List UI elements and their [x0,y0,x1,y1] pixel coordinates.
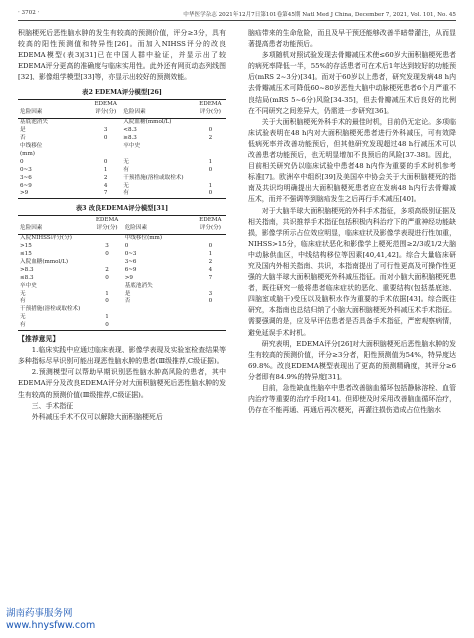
table-cell [195,306,226,314]
table-cell: (mm) [20,150,35,157]
table-cell: 是 [124,290,131,297]
table-cell: 1 [208,250,213,257]
table-cell: 0 [208,190,213,197]
table-row [18,183,226,191]
table-cell: 1 [208,182,213,189]
table-cell: 中线移位(mm) [124,235,163,242]
table-cell: 0~3 [124,250,137,257]
table2-header: 危险因素 [121,100,194,119]
table-cell: 4 [208,266,213,273]
site-url: www.hnysfww.com [6,620,96,631]
table-cell: 2 [103,174,108,181]
left-paragraph: 外科减压手术不仅可以解除大面积脑梗死后 [31,412,163,421]
table-cell: 3 [103,127,108,134]
table-cell [195,283,226,291]
table-cell [121,151,194,159]
table-cell: 否 [20,135,26,142]
table3-body [18,235,226,331]
table2-caption: 表2 EDEMA评分模型[26] [82,89,162,97]
table-cell: 入院NIHSS评分(分) [20,235,72,242]
table-cell: 基底池消失 [20,119,48,126]
table3-header: 危险因素 [18,216,91,235]
modified-edema-table [18,215,226,331]
table-cell: 0 [105,250,109,257]
table-cell: 1 [105,290,109,297]
table-cell: 1 [103,166,108,173]
table-cell: 0 [208,243,213,250]
table-cell: >9 [20,190,29,197]
table-cell: 0 [208,166,213,173]
table-cell: 7 [103,190,108,197]
table-cell: 6~9 [124,266,137,273]
table-row [18,119,226,127]
table-row [18,167,226,175]
table-cell: 卒中史 [20,282,37,289]
recommendation-title: 【推荐意见】 [18,335,60,344]
table-cell [195,175,226,183]
table-cell: 3 [105,243,109,250]
recommendation-item: 2.预测模型可以帮助早期识别恶性脑水肿高风险的患者，其中EDEMA评分及改良EDEMA评分对大面积脑梗死后恶性脑水肿的发生有较高的预测价值(Ⅲ级推荐,C级证据)。 [18,368,226,399]
table-cell: 无 [123,182,129,189]
table-cell: 无 [123,158,129,165]
recommendation-item: 1.临床实践中应通过临床表现、影像学表现及实验室检查结果等多种指标尽早识别可能出现恶性脑水肿的患者(Ⅲ级推荐,C级证据)。 [18,346,226,366]
table-cell [195,322,226,330]
table-cell: >8.3 [20,266,34,273]
right-paragraph: 关于大面积脑梗死外科手术的最佳时机，目前仍无定论。多项临床试验表明在48 h内对大面积脑梗死患者进行外科减压，可有效降低病死率并改善功能预后，但其他研究发现超过48 h行减压术可以改善患者功能预后，也无明显增加不良预后的风险[37-38]。因此，目前相关研究仍以临床试验中患者48 h内作为重要的手术时机参考标准[7]。欧洲卒中组织[39]及美国卒中协会关于大面积脑梗死的指南及共识均明确提出大面积脑梗死患者应在发病48 h内行去骨瓣减压术，而并不强调等到脑疝发生之后再行手术减压[40]。 [248,117,456,204]
table-cell: 中线移位 [20,143,43,149]
table-cell: 3 [208,290,213,297]
table-cell: 入院血糖(mmol/L) [123,119,172,126]
right-column [248,28,456,416]
table-cell: >9 [124,274,133,281]
site-name: 湖南药事服务网 [6,608,73,619]
table-row [18,322,226,330]
table-cell: 有 [123,166,129,173]
watermark-footer [6,608,95,632]
table-row [18,159,226,167]
table3-header: EDEMA评分(分) [195,216,226,235]
table-cell [195,119,226,127]
table-cell [91,259,122,267]
table-cell: ≤8.3 [20,274,34,281]
table-cell: 6~9 [20,182,32,189]
table-row [18,151,226,159]
table-cell: 0 [20,158,24,165]
table-cell [123,306,195,314]
table-cell: 3~6 [20,174,32,181]
table-cell: 0 [208,298,213,305]
table-cell [90,151,121,159]
table-cell [123,322,195,330]
table-cell: 有 [20,322,26,329]
right-paragraph: 研究表明，EDEMA评分[26]对大面积脑梗死后恶性脑水肿的发生有较高的预测价值，评分≥3分者，阳性预测值为54%，特异度达69.8%。改良EDEMA模型表现出了更高的预测精确度，其评分≥6分者即有84.9%的特异度[31]。 [248,339,456,381]
table-cell: 是 [20,127,26,134]
table3-caption: 表3 改良EDEMA评分模型[31] [75,205,169,213]
table-cell: 干预措施(溶栓或取栓术) [123,174,184,181]
table-cell: ≥8.3 [123,135,137,142]
table-row [18,314,226,322]
table2-header: EDEMA评分(分) [195,100,226,119]
table-cell [195,235,226,243]
table-row [18,175,226,183]
table-cell [90,119,121,127]
table-cell: 无 [20,290,26,297]
table-cell: 入院血糖(mmol/L) [20,258,69,265]
table2-body [18,119,226,199]
table-row [18,243,226,251]
section-heading: 三、手术指征 [31,401,74,410]
page-number: · 3702 · [18,10,40,16]
table-row [18,275,226,283]
right-paragraph: 多项随机对照试验发现去骨瓣减压术使≤60岁大面积脑梗死患者的病死率降低一半，55%的存活患者可在术后1年达到较好的功能预后(mRS 2~3分)[34]。而对于60岁以上患者，研究发现发病48 h内去骨瓣减压术可降低60~80岁恶性大脑中动脉梗死患者6个月严重不良结局(mRS 5~6分)风险[34-35]，但去骨瓣减压术后良好的比例在不同研究之间差异大，仍需进一步研究[36]。 [248,51,456,115]
table-cell [91,235,122,243]
table-cell: 否 [124,298,131,305]
table-cell: 7 [208,274,213,281]
left-paragraph: 积脑梗死后恶性脑水肿的发生有较高的预测价值，评分≥3分，具有较高的阳性预测值和特异性[26]。而加入NIHSS评分的改良EDEMA模型(表3)[31]已在中国人群中验证，并显示出了较EDEMA评分更高的准确度与临床实用性。此外还有网页动态列线图[32]、影像组学模型[33]等，亦显示出较好的预测效能。 [18,29,226,82]
journal-header: 中华医学杂志 2021年12月7日第101卷第45期 Natl Med J China, December 7, 2021, Vol. 101, No. 45 [183,12,456,18]
table3-header: EDEMA评分(分) [91,216,122,235]
table-cell: 0 [105,274,109,281]
right-paragraph: 目前，急性缺血性脑卒中患者改善脑血循环包括静脉溶栓、血管内治疗等重要的治疗手段[14]。但即使及时采用改善脑血循环治疗，仍存在不能再通、再通后再次梗死，再灌注损伤造成占位性脑水 [248,384,456,415]
table-cell [195,314,226,322]
left-column [18,28,226,423]
table2-header: 危险因素 [18,100,90,119]
table-cell: 0 [105,322,109,329]
edema-table [18,99,226,199]
table3-header: 危险因素 [123,216,195,235]
table-cell: 0~3 [20,166,32,173]
table-row [18,267,226,275]
table-cell: <8.3 [123,127,137,134]
table-cell: 0 [105,298,109,305]
table-row [18,127,226,135]
table-cell [91,283,122,291]
table-cell: 0 [103,158,108,165]
table-cell: 基底池消失 [124,282,153,289]
table-cell: 有 [20,298,26,305]
table-cell: 干预措施(溶栓或取栓术) [20,306,81,313]
table-row [18,143,226,151]
table-cell: 0 [208,127,213,134]
table-row [18,283,226,291]
table2-header: EDEMA评分(分) [90,100,121,119]
table-cell [195,151,226,159]
header-rule [18,20,456,21]
table-cell [195,143,226,151]
table-cell: 3~6 [124,258,137,265]
table-cell: 2 [105,266,109,273]
table-cell [123,314,195,322]
table-cell: 0 [103,135,108,142]
table-row [18,291,226,299]
table-cell: 1 [105,314,109,321]
table-cell: 0 [124,243,129,250]
table-row [18,251,226,259]
table-cell: 2 [208,135,213,142]
right-paragraph: 对于大脑半球大面积脑梗死的外科手术指征，多项高级别证据及相关指南，共识推荐手术指征包括积极内科治疗下的严重神经功能缺损，影像学所示占位效应明显，临床症状及影像学表现进行性加重，NIHSS>15分，临床症状恶化和影像学上梗死范围≥2/3或1/2大脑中动脉供血区，中线结构移位等因素[40,41,42]。综合大量临床研究及国内外相关指南、共识，本指南提出了可行性更高及可操作性更强的大脑半球大面积脑梗死外科减压指征。而对小脑大面积脑梗死患者，既往研究一般将患者临床症状的恶化、重要结构(包括基底池、四脑室或脑干)受压以及脑积水作为重要的手术依据[43]。综合既往研究，本指南也总结归纳了小脑大面积脑梗死外科减压术手术指征。需要强调的是，应及早评估患者是否具备手术指征，严密观察病情，避免延误手术时机。 [248,206,456,337]
table-cell: 卒中史 [123,143,141,149]
right-paragraph: 脑疝带来的生命危险，而且及早干预还能够改善半暗带灌注，从而显著提高患者功能预后。 [248,29,456,49]
table-cell: ≤15 [20,250,32,257]
table-row [18,306,226,314]
table-row [18,190,226,198]
table-row [18,235,226,243]
table-row [18,135,226,143]
table-cell [91,306,122,314]
table-cell: 2 [208,258,213,265]
table-cell: >15 [20,243,32,250]
table-cell [90,143,121,151]
table-cell: 有 [123,190,129,197]
table-cell: 无 [20,314,26,321]
table-row [18,259,226,267]
table-cell: 4 [103,182,108,189]
table-cell: 1 [208,158,213,165]
